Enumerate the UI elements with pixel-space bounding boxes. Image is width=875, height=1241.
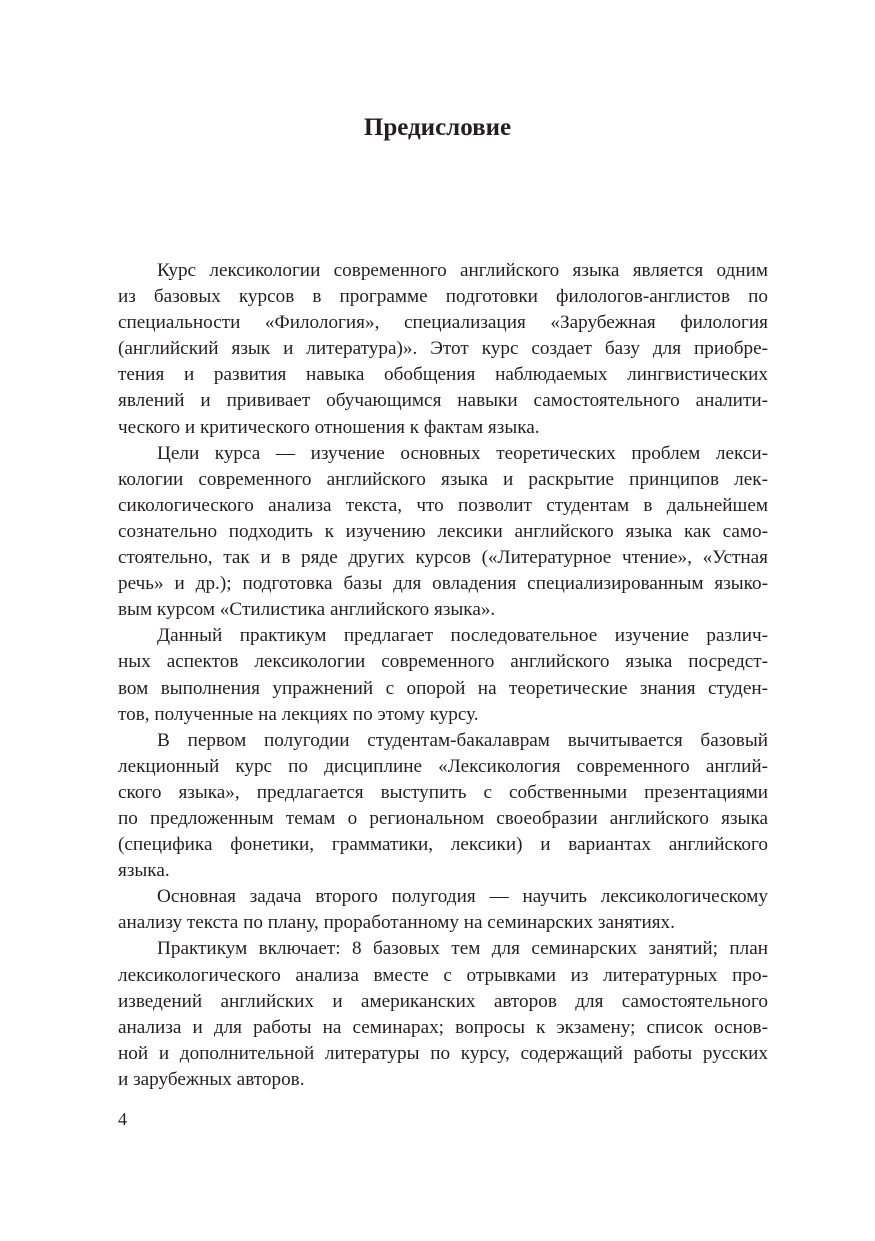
text-line: кологии современного английского языка и раскрытие принципов лек-	[118, 468, 768, 490]
paragraph-contents	[118, 936, 768, 1093]
text-line: Основная задача второго полугодия — научить лексикологическому	[157, 886, 768, 908]
text-line: ского языка», предлагается выступить с собственными презентациями	[118, 781, 768, 803]
text-line: явлений и прививает обучающимся навыки самостоятельного аналити-	[118, 390, 768, 412]
text-line: лекционный курс по дисциплине «Лексикология современного англий-	[118, 755, 768, 777]
text-line: стоятельно, так и в ряде других курсов («Литературное чтение», «Устная	[118, 547, 768, 569]
text-line: тов, полученные на лекциях по этому курсу.	[118, 703, 479, 725]
text-line: ной и дополнительной литературы по курсу, содержащий работы русских	[118, 1042, 768, 1064]
text-line: тения и развития навыка обобщения наблюдаемых лингвистических	[118, 364, 768, 386]
text-line: Данный практикум предлагает последовательное изучение различ-	[157, 625, 768, 647]
text-line: анализу текста по плану, проработанному на семинарских занятиях.	[118, 912, 675, 934]
text-line: вом выполнения упражнений с опорой на теоретические знания студен-	[118, 677, 768, 699]
page-number: 4	[118, 1109, 127, 1129]
text-line: Цели курса — изучение основных теоретических проблем лекси-	[157, 442, 768, 464]
paragraph-goals	[118, 441, 768, 624]
text-line: и зарубежных авторов.	[118, 1068, 305, 1090]
text-line: Курс лексикологии современного английского языка является одним	[157, 260, 768, 281]
text-line: ных аспектов лексикологии современного английского языка посредст-	[118, 651, 768, 673]
text-line: сознательно подходить к изучению лексики английского языка как само-	[118, 520, 768, 542]
text-line: по предложенным темам о региональном своеобразии английского языка	[118, 807, 768, 829]
text-line: (английский язык и литература)». Этот курс создает базу для приобре-	[118, 338, 768, 360]
paragraph-second-semester	[118, 884, 768, 936]
text-line: (специфика фонетики, грамматики, лексики) и вариантах английского	[118, 834, 768, 856]
text-line: речь» и др.); подготовка базы для овладения специализированным языко-	[118, 573, 768, 595]
paragraph-first-semester	[118, 728, 768, 885]
paragraph-intro	[118, 258, 768, 441]
paragraph-practicum	[118, 623, 768, 727]
text-line: ческого и критического отношения к фактам языка.	[118, 416, 540, 438]
page-title: Предисловие	[363, 114, 512, 141]
text-line: изведений английских и американских авторов для самостоятельного	[118, 990, 768, 1012]
text-line: лексикологического анализа вместе с отрывками из литературных про-	[118, 964, 768, 986]
text-line: из базовых курсов в программе подготовки филологов-англистов по	[118, 286, 768, 308]
text-line: вым курсом «Стилистика английского языка».	[118, 599, 496, 621]
text-line: Практикум включает: 8 базовых тем для семинарских занятий; план	[157, 938, 768, 960]
text-line: В первом полугодии студентам-бакалаврам вычитывается базовый	[157, 729, 768, 751]
body-text	[118, 258, 768, 1093]
text-line: анализа и для работы на семинарах; вопросы к экзамену; список основ-	[118, 1016, 768, 1038]
text-line: языка.	[118, 860, 170, 882]
text-line: специальности «Филология», специализация «Зарубежная филология	[118, 312, 768, 334]
text-line: сикологического анализа текста, что позволит студентам в дальнейшем	[118, 494, 768, 516]
